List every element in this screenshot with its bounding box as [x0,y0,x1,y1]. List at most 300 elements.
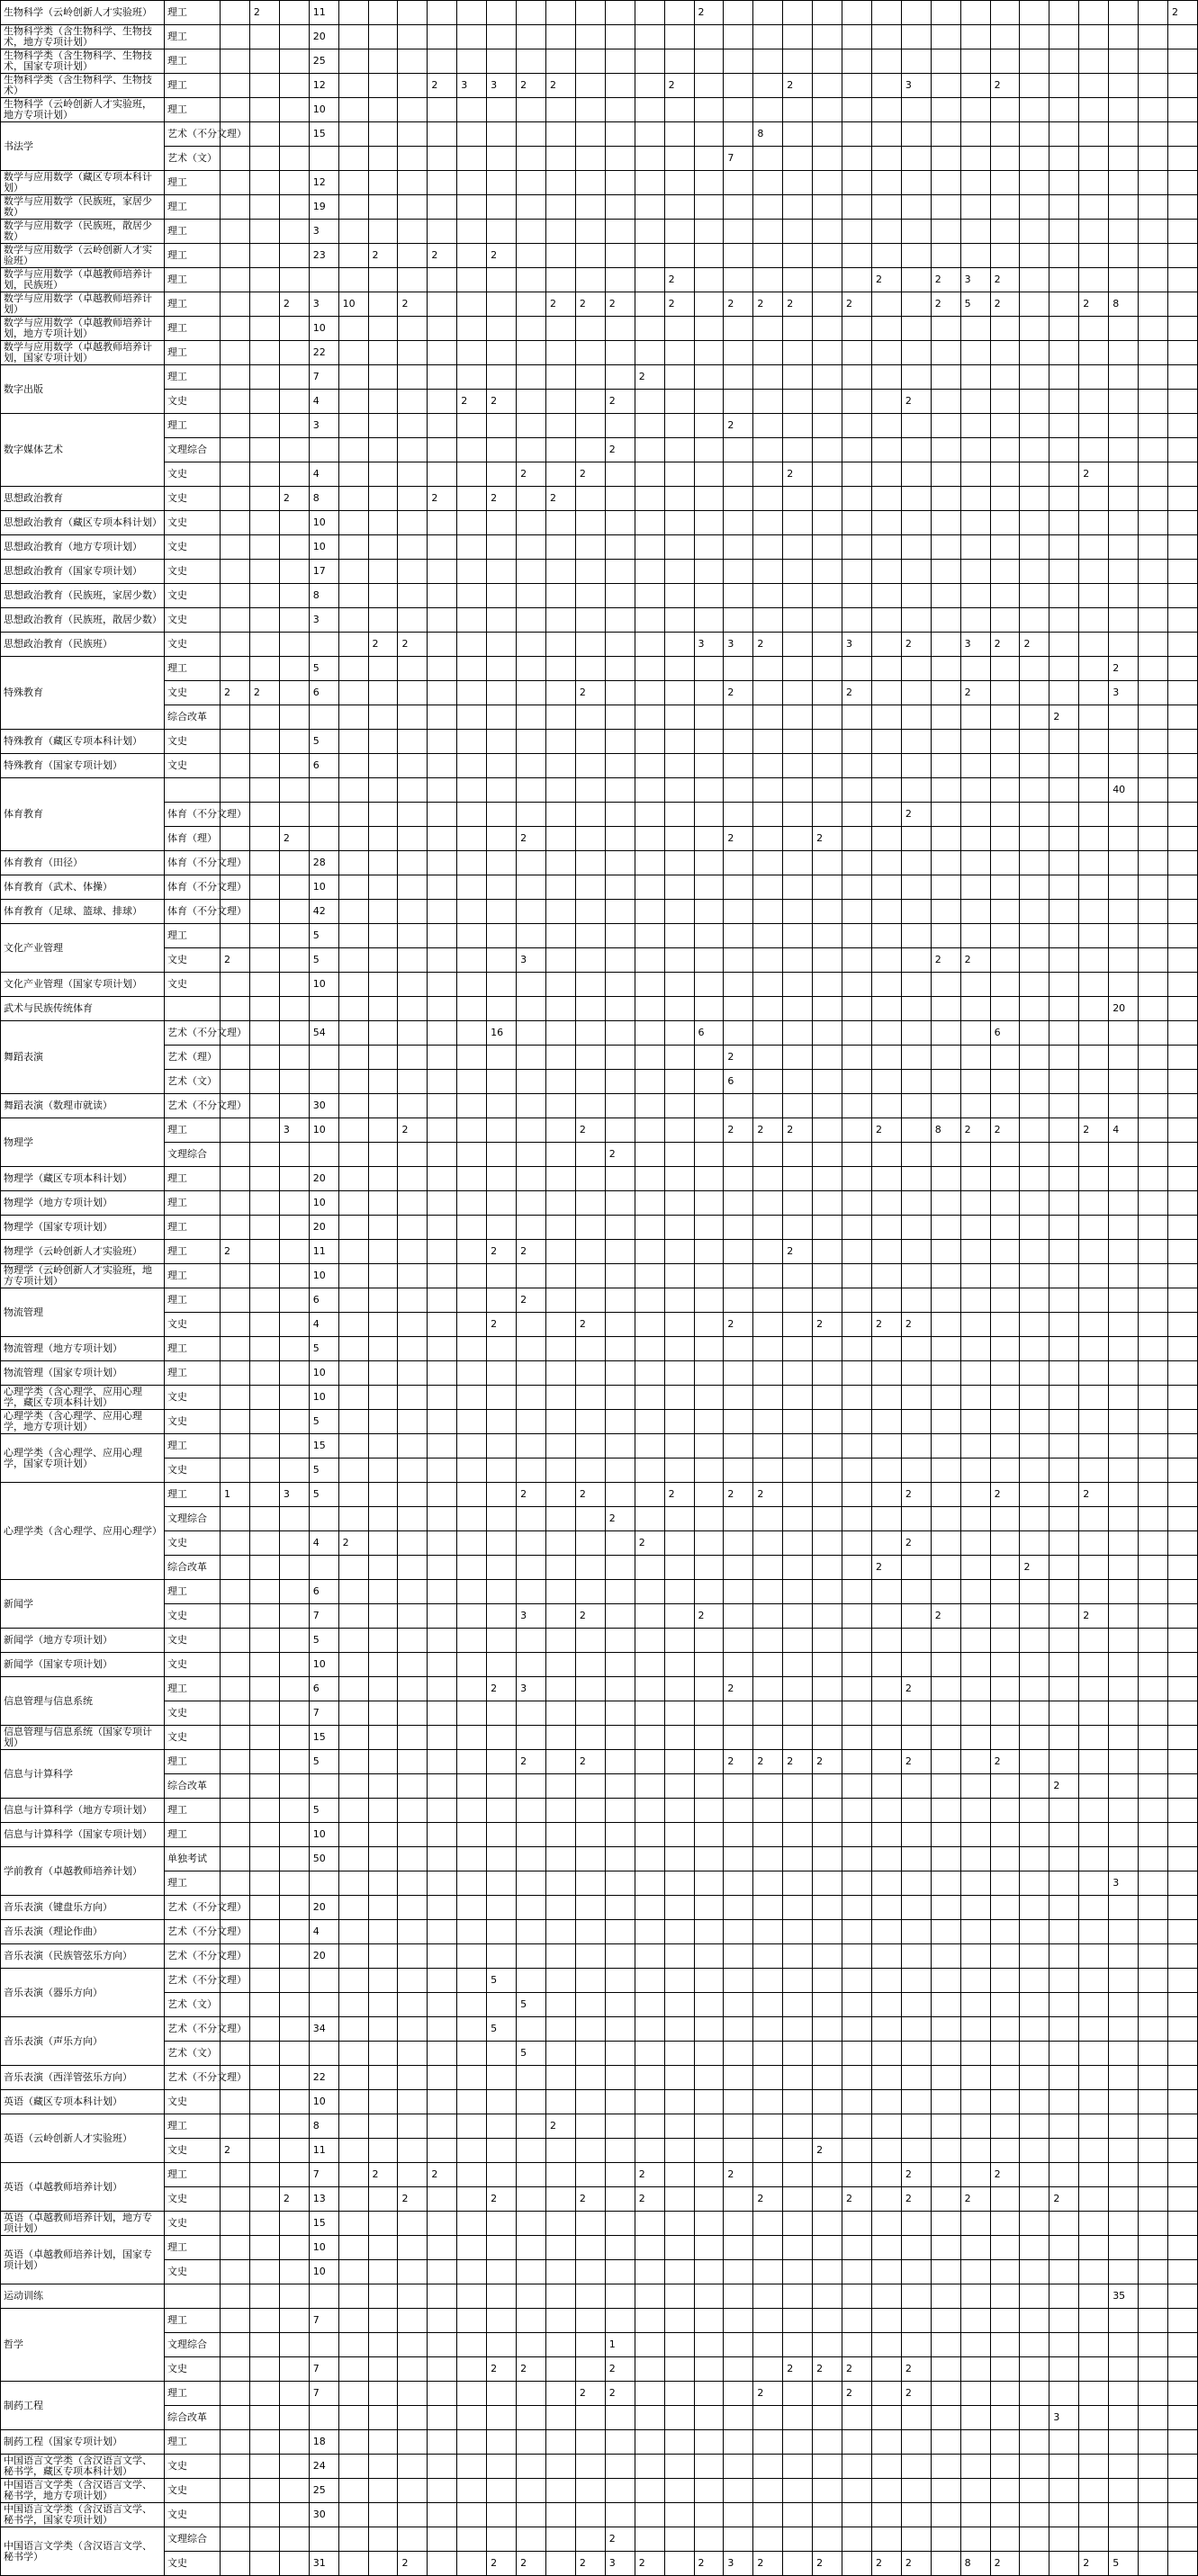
plan-count-cell [1079,851,1109,875]
plan-count-cell [517,2114,546,2139]
plan-count-cell [309,2406,338,2430]
plan-count-cell [724,438,753,462]
plan-count-cell [545,657,575,681]
plan-count-cell [1109,875,1139,900]
plan-count-cell [1079,74,1109,98]
plan-count-cell [664,535,694,560]
plan-count-cell [990,560,1020,584]
plan-count-cell [901,147,931,171]
plan-count-cell [428,1847,457,1871]
plan-count-cell [753,1653,783,1677]
subject-type-cell: 文史 [165,633,221,657]
plan-count-cell [960,2309,990,2333]
subject-type-cell: 文史 [165,2455,221,2479]
plan-count-cell: 3 [457,74,487,98]
plan-count-cell [368,390,398,414]
plan-count-cell [428,657,457,681]
plan-count-cell: 15 [309,1434,338,1459]
plan-count-cell [428,1993,457,2017]
plan-count-cell [249,2333,279,2357]
plan-count-cell [901,2430,931,2455]
plan-count-cell [842,1094,872,1118]
plan-count-cell [487,1896,517,1920]
plan-count-cell [221,973,250,997]
plan-count-cell [457,1944,487,1969]
plan-count-cell [813,147,842,171]
plan-count-cell [990,1677,1020,1701]
plan-count-cell [1049,754,1079,778]
plan-count-cell [545,1191,575,1216]
plan-count-cell: 2 [1049,705,1079,730]
plan-count-cell: 2 [901,1483,931,1507]
plan-count-cell [1139,414,1168,438]
plan-count-cell: 2 [753,2187,783,2212]
plan-count-cell: 2 [575,1313,605,1337]
plan-count-cell [545,2527,575,2552]
plan-count-cell: 3 [1109,681,1139,705]
plan-count-cell [871,390,901,414]
plan-count-cell [871,1653,901,1677]
plan-count-cell [960,2212,990,2236]
plan-count-cell [1049,2236,1079,2260]
plan-count-cell [457,997,487,1021]
plan-count-cell [871,560,901,584]
plan-count-cell: 3 [694,633,724,657]
plan-count-cell [457,1629,487,1653]
plan-count-cell [813,997,842,1021]
plan-count-cell [605,268,635,292]
plan-count-cell [990,171,1020,195]
plan-count-cell [1168,681,1198,705]
plan-count-cell [990,730,1020,754]
plan-count-cell [931,1629,960,1653]
plan-count-cell [1109,1070,1139,1094]
plan-count-cell [398,1046,428,1070]
plan-count-cell: 10 [309,2236,338,2260]
plan-count-cell: 2 [517,1288,546,1313]
plan-count-cell [901,1726,931,1750]
plan-count-cell [398,2382,428,2406]
plan-count-cell [605,754,635,778]
plan-count-cell [309,1507,338,1531]
plan-count-cell [487,341,517,365]
plan-count-cell [575,1580,605,1604]
subject-type-cell: 文史 [165,948,221,973]
plan-count-cell [813,875,842,900]
plan-count-cell: 5 [309,1750,338,1774]
plan-count-cell [1049,997,1079,1021]
plan-count-cell [1079,2114,1109,2139]
plan-count-cell: 2 [575,462,605,487]
plan-count-cell [517,1434,546,1459]
plan-count-cell [575,1191,605,1216]
plan-count-cell [931,2309,960,2333]
subject-type-cell: 理工 [165,1483,221,1507]
plan-count-cell [1020,2139,1049,2163]
plan-count-cell [990,1046,1020,1070]
plan-count-cell [1139,1944,1168,1969]
table-row [1,1580,1198,1604]
plan-count-cell [813,1677,842,1701]
plan-count-cell [249,49,279,74]
plan-count-cell [1109,633,1139,657]
table-row [1,2017,1198,2042]
plan-count-cell [1049,1410,1079,1434]
plan-count-cell [221,462,250,487]
plan-count-cell [664,1653,694,1677]
plan-count-cell [1020,1847,1049,1871]
table-row [1,171,1198,195]
plan-count-cell [694,1531,724,1556]
plan-count-cell [1020,1434,1049,1459]
subject-type-cell: 综合改革 [165,705,221,730]
plan-count-cell [724,317,753,341]
plan-count-cell: 2 [813,2139,842,2163]
plan-count-cell [901,778,931,803]
major-name-cell: 数字媒体艺术 [1,414,165,487]
plan-count-cell [398,1653,428,1677]
plan-count-cell [753,1944,783,1969]
plan-count-cell [279,1969,309,1993]
plan-count-cell [960,244,990,268]
plan-count-cell [545,1531,575,1556]
plan-count-cell [457,2406,487,2430]
plan-count-cell [368,2527,398,2552]
table-row [1,2236,1198,2260]
plan-count-cell: 8 [960,2552,990,2576]
plan-count-cell [605,1410,635,1434]
plan-count-cell [1079,1264,1109,1288]
plan-count-cell [279,1410,309,1434]
plan-count-cell [338,754,368,778]
plan-count-cell [1109,608,1139,633]
plan-count-cell [901,1604,931,1629]
plan-count-cell [664,511,694,535]
plan-count-cell [487,1629,517,1653]
plan-count-cell [545,1701,575,1726]
plan-count-cell [457,705,487,730]
plan-count-cell [1020,1726,1049,1750]
plan-count-cell [545,1653,575,1677]
plan-count-cell [1139,2552,1168,2576]
plan-count-cell [694,560,724,584]
plan-count-cell [1049,608,1079,633]
plan-count-cell [487,2090,517,2114]
plan-count-cell [1079,1507,1109,1531]
plan-count-cell [249,1507,279,1531]
plan-count-cell [990,49,1020,74]
plan-count-cell [517,681,546,705]
plan-count-cell [338,1386,368,1410]
plan-count-cell [664,2527,694,2552]
plan-count-cell [1079,414,1109,438]
plan-count-cell [279,390,309,414]
plan-count-cell [635,973,664,997]
plan-count-cell: 3 [901,74,931,98]
plan-count-cell [249,730,279,754]
plan-count-cell: 2 [368,633,398,657]
plan-count-cell [842,2114,872,2139]
plan-count-cell [457,2017,487,2042]
plan-count-cell [398,681,428,705]
plan-count-cell [813,778,842,803]
major-name-cell: 物理学（国家专项计划） [1,1216,165,1240]
plan-count-cell [694,1264,724,1288]
plan-count-cell [960,1677,990,1701]
plan-count-cell [249,535,279,560]
plan-count-cell [753,220,783,244]
plan-count-cell [871,2042,901,2066]
plan-count-cell [368,1240,398,1264]
plan-count-cell [1020,1459,1049,1483]
plan-count-cell [457,1726,487,1750]
plan-count-cell: 2 [517,462,546,487]
plan-count-cell: 3 [309,220,338,244]
plan-count-cell [575,2212,605,2236]
plan-count-cell [487,292,517,317]
plan-count-cell [783,2527,813,2552]
table-row [1,1507,1198,1531]
major-name-cell: 中国语言文学类（含汉语言文学、秘书学，国家专项计划） [1,2503,165,2527]
plan-count-cell [635,1507,664,1531]
plan-count-cell [842,1118,872,1143]
plan-count-cell [221,365,250,390]
major-name-cell: 心理学类（含心理学、应用心理学，地方专项计划） [1,1410,165,1434]
subject-type-cell: 理工 [165,98,221,122]
plan-count-cell: 8 [1109,292,1139,317]
plan-count-cell [871,657,901,681]
plan-count-cell [309,268,338,292]
plan-count-cell [517,1264,546,1288]
plan-count-cell [960,390,990,414]
plan-count-cell [990,2090,1020,2114]
plan-count-cell [990,2042,1020,2066]
plan-count-cell: 10 [309,1361,338,1386]
plan-count-cell [664,1410,694,1434]
plan-count-cell [221,1677,250,1701]
plan-count-cell [368,1,398,25]
plan-count-cell: 2 [990,1750,1020,1774]
plan-count-cell [871,1094,901,1118]
plan-count-cell: 2 [931,292,960,317]
plan-count-cell: 2 [901,390,931,414]
plan-count-cell [901,1993,931,2017]
plan-count-cell [575,74,605,98]
plan-count-cell [960,1629,990,1653]
plan-count-cell [694,1871,724,1896]
plan-count-cell [249,924,279,948]
plan-count-cell: 2 [605,2527,635,2552]
plan-count-cell: 2 [724,827,753,851]
plan-count-cell [813,511,842,535]
plan-count-cell [1049,1143,1079,1167]
plan-count-cell [753,1143,783,1167]
plan-count-cell [575,2260,605,2284]
plan-count-cell [279,803,309,827]
plan-count-cell [783,341,813,365]
plan-count-cell [338,2503,368,2527]
plan-count-cell [575,390,605,414]
plan-count-cell [842,1386,872,1410]
plan-count-cell [960,487,990,511]
plan-count-cell: 2 [487,487,517,511]
plan-count-cell [575,1264,605,1288]
plan-count-cell [753,778,783,803]
plan-count-cell: 25 [309,49,338,74]
plan-count-cell [871,1459,901,1483]
plan-count-cell: 2 [517,74,546,98]
plan-count-cell [871,462,901,487]
plan-count-cell [1020,803,1049,827]
plan-count-cell [635,1094,664,1118]
plan-count-cell [605,973,635,997]
plan-count-cell [398,414,428,438]
plan-count-cell [1139,1677,1168,1701]
plan-count-cell [545,2260,575,2284]
plan-count-cell [338,1191,368,1216]
plan-count-cell [338,1969,368,1993]
plan-count-cell [960,1580,990,1604]
major-name-cell: 文化产业管理 [1,924,165,973]
plan-count-cell [1109,1337,1139,1361]
plan-count-cell [1049,2333,1079,2357]
plan-count-cell [901,827,931,851]
plan-count-cell [338,1944,368,1969]
plan-count-cell [842,462,872,487]
table-row [1,365,1198,390]
plan-count-cell [1139,1847,1168,1871]
major-name-cell: 制药工程（国家专项计划） [1,2430,165,2455]
plan-count-cell: 22 [309,2066,338,2090]
plan-count-cell [783,487,813,511]
plan-count-cell [338,1993,368,2017]
table-row [1,948,1198,973]
plan-count-cell [1049,220,1079,244]
plan-count-cell [635,414,664,438]
plan-count-cell [517,1701,546,1726]
plan-count-cell [1139,1410,1168,1434]
plan-count-cell [338,2236,368,2260]
plan-count-cell [368,341,398,365]
plan-count-cell [1109,1021,1139,1046]
plan-count-cell [221,1167,250,1191]
plan-count-cell [753,511,783,535]
plan-count-cell [487,851,517,875]
plan-count-cell [1109,1,1139,25]
table-row [1,1118,1198,1143]
plan-count-cell: 3 [309,292,338,317]
plan-count-cell [960,2479,990,2503]
plan-count-cell [842,997,872,1021]
plan-count-cell [635,1580,664,1604]
plan-count-cell [635,1143,664,1167]
plan-count-cell [1079,1240,1109,1264]
plan-count-cell [338,2284,368,2309]
plan-count-cell [249,1774,279,1799]
plan-count-cell [842,730,872,754]
plan-count-cell [960,997,990,1021]
plan-count-cell [457,1070,487,1094]
plan-count-cell [842,2406,872,2430]
plan-count-cell: 11 [309,2139,338,2163]
plan-count-cell [1139,171,1168,195]
plan-count-cell [309,1070,338,1094]
plan-count-cell [901,2090,931,2114]
plan-count-cell [368,1896,398,1920]
plan-count-cell [1168,511,1198,535]
plan-count-cell [1109,1799,1139,1823]
plan-count-cell [517,98,546,122]
plan-count-cell [1049,1701,1079,1726]
plan-count-cell [428,268,457,292]
subject-type-cell [165,778,221,803]
plan-count-cell: 2 [842,2357,872,2382]
plan-count-cell [1079,2236,1109,2260]
plan-count-cell [842,1629,872,1653]
plan-count-cell [871,900,901,924]
plan-count-cell [813,973,842,997]
plan-count-cell [457,462,487,487]
plan-count-cell [753,74,783,98]
plan-count-cell [1079,2357,1109,2382]
table-row [1,778,1198,803]
plan-count-cell [398,1604,428,1629]
subject-type-cell: 理工 [165,317,221,341]
plan-count-cell [457,2090,487,2114]
plan-count-cell [664,1629,694,1653]
plan-count-cell [1109,1507,1139,1531]
major-name-cell: 思想政治教育（民族班，散居少数） [1,608,165,633]
plan-count-cell [338,2163,368,2187]
plan-count-cell [990,220,1020,244]
plan-count-cell [990,827,1020,851]
plan-count-cell [487,1167,517,1191]
plan-count-cell [1049,1,1079,25]
plan-count-cell: 2 [428,2163,457,2187]
plan-count-cell: 6 [694,1021,724,1046]
plan-count-cell: 2 [990,1118,1020,1143]
plan-count-cell: 7 [309,2163,338,2187]
plan-count-cell [1020,1483,1049,1507]
plan-count-cell [1168,851,1198,875]
plan-count-cell [753,657,783,681]
subject-type-cell: 体育（不分文理） [165,875,221,900]
plan-count-cell [1049,1046,1079,1070]
plan-count-cell [249,827,279,851]
plan-count-cell [1020,487,1049,511]
plan-count-cell [635,803,664,827]
plan-count-cell [1109,2406,1139,2430]
plan-count-cell [398,2163,428,2187]
plan-count-cell [724,49,753,74]
plan-count-cell [221,1871,250,1896]
plan-count-cell [249,1483,279,1507]
plan-count-cell [575,1,605,25]
plan-count-cell [871,195,901,220]
plan-count-cell [487,2503,517,2527]
plan-count-cell [398,1531,428,1556]
plan-count-cell: 7 [724,147,753,171]
plan-count-cell [842,1313,872,1337]
plan-count-cell: 7 [309,2309,338,2333]
plan-count-cell [368,1143,398,1167]
plan-count-cell [249,390,279,414]
plan-count-cell [724,195,753,220]
plan-count-cell [398,1629,428,1653]
plan-count-cell [1049,1677,1079,1701]
plan-count-cell [1139,778,1168,803]
plan-count-cell: 2 [428,244,457,268]
